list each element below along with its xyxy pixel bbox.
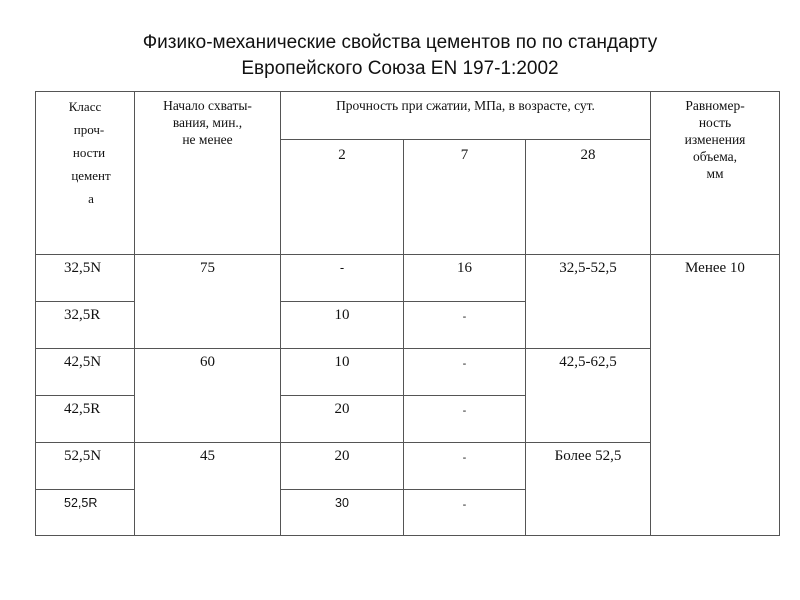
header-volume-uniformity [651,92,780,255]
setting-start-cell: 75 [135,255,281,349]
title-line-1: Физико-механические свойства цементов по по стандарту [142,32,658,53]
strength-2-cell: - [281,255,404,302]
cement-class-cell: 42,5N [36,349,135,396]
header-compressive-strength: Прочность при сжатии, МПа, в возрасте, сут. [281,92,651,140]
setting-start-cell: 45 [135,443,281,536]
strength-7-cell: 16 [404,255,526,302]
header-text: изменения [684,132,746,147]
strength-2-cell: 20 [281,443,404,490]
uniformity-cell: Менее 10 [651,255,780,536]
header-setting-start [135,92,281,255]
page-title [0,30,800,82]
header-age-28: 28 [526,140,651,255]
header-text: проч- [73,122,105,137]
strength-28-cell: Более 52,5 [526,443,651,536]
cement-class-cell: 32,5N [36,255,135,302]
header-cement-class [36,92,135,255]
cement-class-cell: 32,5R [36,302,135,349]
table-header-row [36,92,780,140]
strength-7-cell: - [404,396,526,443]
strength-28-cell: 32,5-52,5 [526,255,651,349]
properties-table [35,91,780,536]
strength-2-cell: 30 [281,490,404,536]
header-text: Класс [68,99,102,114]
strength-2-cell: 10 [281,349,404,396]
header-age-2: 2 [281,140,404,255]
header-text: объема, [692,149,738,164]
header-text: ности [72,145,106,160]
header-text: вания, мин., [172,115,243,130]
strength-7-cell: - [404,349,526,396]
strength-28-cell: 42,5-62,5 [526,349,651,443]
header-text: ность [698,115,732,130]
cement-class-cell: 52,5R [36,490,135,536]
header-text: не менее [182,132,233,147]
cement-class-cell: 42,5R [36,396,135,443]
setting-start-cell: 60 [135,349,281,443]
header-text: Равномер- [685,98,745,113]
header-text: а [88,191,94,206]
strength-7-cell: - [404,443,526,490]
strength-2-cell: 10 [281,302,404,349]
strength-7-cell: - [404,302,526,349]
header-text: цемент [71,168,111,183]
cement-class-cell: 52,5N [36,443,135,490]
strength-2-cell: 20 [281,396,404,443]
title-line-2: Европейского Союза EN 197-1:2002 [241,58,559,79]
header-text: Начало схваты- [163,98,252,113]
table-row [36,255,780,302]
header-age-7: 7 [404,140,526,255]
header-text: мм [706,166,724,181]
strength-7-cell: - [404,490,526,536]
